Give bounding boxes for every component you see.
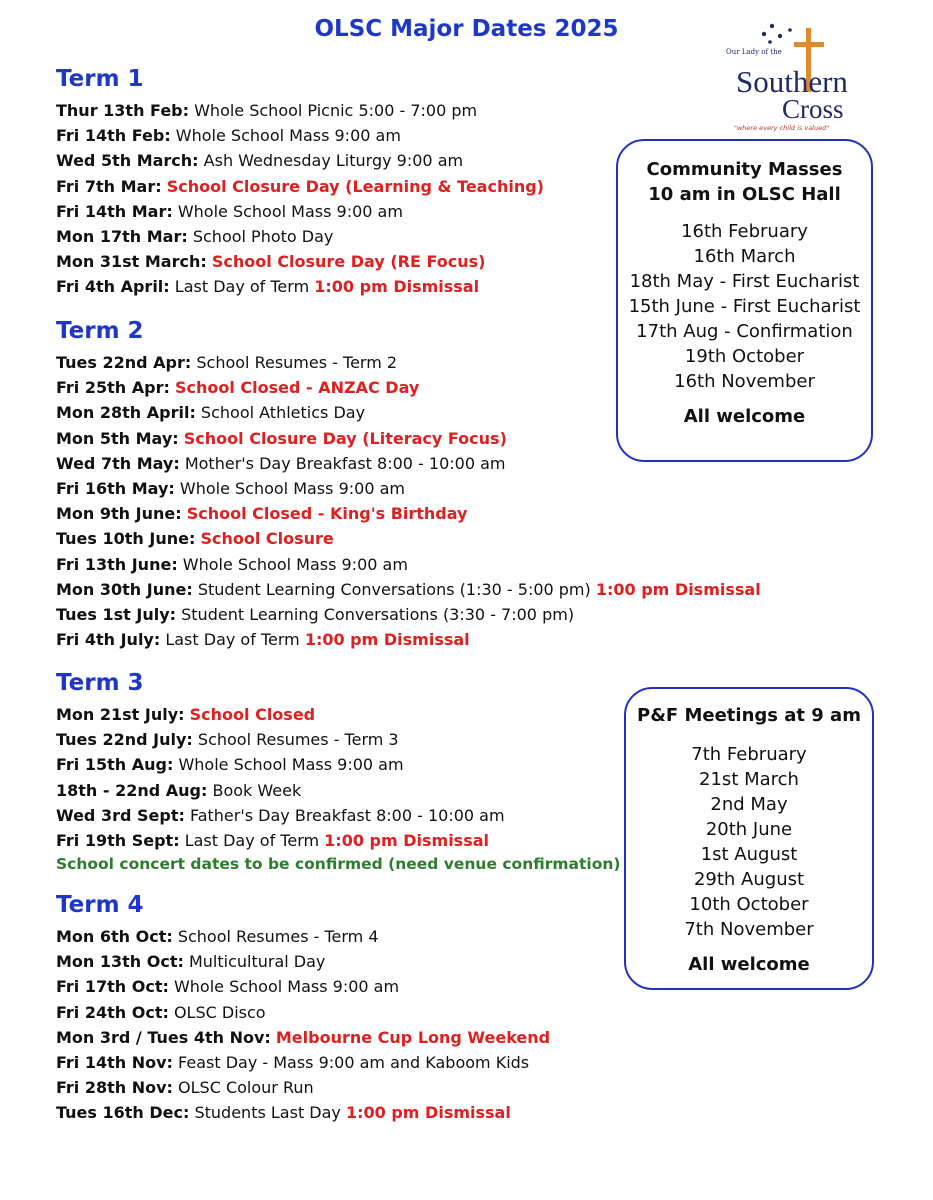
pf-date-item: 29th August [693,869,805,890]
event-date: Tues 10th June: [56,529,196,549]
event-date: Tues 1st July: [56,605,177,625]
pf-date-item: 21st March [699,769,799,790]
term-4-event [56,1050,550,1075]
term-4-event [56,1075,550,1100]
event-date: Fri 19th Sept: [56,831,180,851]
event-text: Student Learning Conversations (3:30 - 7:00 pm) [176,605,575,625]
mass-date-item: 15th June - First Eucharist [628,296,861,317]
event-date: Fri 4th July: [56,630,161,650]
event-text: Multicultural Day [183,952,326,972]
term-1-event [56,274,544,299]
term-4-heading: Term 4 [56,892,144,918]
event-highlight: 1:00 pm Dismissal [304,630,470,650]
event-text: School Resumes - Term 4 [172,927,379,946]
term-3-heading: Term 3 [56,670,144,696]
mass-date-item: 16th March [693,246,796,267]
term-3-note: School concert dates to be confirmed (need venue confirmation) [56,855,621,874]
term-1-heading: Term 1 [56,66,144,92]
event-date: Mon 31st March: [56,252,207,272]
event-highlight: 1:00 pm Dismissal [324,831,490,851]
event-text: Mother's Day Breakfast 8:00 - 10:00 am [179,453,506,473]
event-text: Book Week [207,780,302,800]
event-highlight: School Closure Day (Literacy Focus) [183,428,507,448]
term-3-section [56,668,620,875]
school-logo [724,20,874,135]
term-1-event [56,199,544,224]
pf-meetings-heading: P&F Meetings at 9 am [637,705,861,726]
term-2-event [56,602,761,627]
term-2-event [56,552,761,577]
event-text: Ash Wednesday Liturgy 9:00 am [198,151,464,171]
event-text: Student Learning Conversations (1:30 - 5:00 pm) [192,579,596,599]
logo-word-cross: Cross [782,94,844,124]
term-4-event [56,949,550,974]
event-date: Fri 17th Oct: [56,977,169,997]
event-date: Fri 16th May: [56,479,175,499]
community-masses-footer: All welcome [683,406,806,427]
event-highlight: 1:00 pm Dismissal [345,1103,511,1123]
term-4-event [56,1100,550,1125]
term-4-event [56,1000,550,1025]
term-1-event [56,148,544,173]
term-1-event [56,249,544,274]
event-highlight: School Closure [200,529,334,549]
event-date: Fri 4th April: [56,277,170,297]
term-4-event [56,924,550,949]
term-2-event [56,627,761,652]
event-date: Mon 21st July: [56,705,185,724]
event-highlight: Melbourne Cup Long Weekend [275,1027,551,1047]
pf-date-item: 2nd May [710,794,788,815]
event-date: Tues 22nd July: [56,730,193,750]
event-text: Students Last Day [189,1103,346,1123]
term-2-event [56,577,761,602]
term-4-event [56,974,550,999]
event-date: Fri 14th Nov: [56,1053,173,1073]
community-masses-heading: Community Masses [646,159,843,180]
term-4-event [56,1025,550,1050]
event-text: Whole School Mass 9:00 am [177,554,408,574]
pf-date-item: 10th October [689,894,809,915]
event-date: Tues 22nd Apr: [56,353,192,372]
event-highlight: School Closure Day (Learning & Teaching) [166,176,544,196]
term-1-event [56,224,544,249]
event-date: Mon 5th May: [56,428,179,448]
event-date: Wed 3rd Sept: [56,805,185,825]
pf-date-item: 7th February [691,744,807,765]
term-2-heading: Term 2 [56,318,144,344]
event-highlight: School Closed - King's Birthday [186,504,468,524]
mass-date-item: 19th October [684,346,805,367]
event-date: Wed 7th May: [56,453,180,473]
event-text: OLSC Colour Run [172,1078,314,1098]
mass-date-item: 17th Aug - Confirmation [636,321,853,342]
event-date: Fri 28th Nov: [56,1078,173,1098]
term-1-section [56,64,544,300]
term-3-event [56,803,620,828]
event-date: Mon 17th Mar: [56,227,188,247]
event-date: Mon 9th June: [56,504,182,524]
event-date: Tues 16th Dec: [56,1103,190,1123]
event-highlight: 1:00 pm Dismissal [314,277,480,297]
event-date: Mon 3rd / Tues 4th Nov: [56,1027,271,1047]
event-text: Whole School Mass 9:00 am [174,479,405,499]
mass-date-item: 16th November [674,371,815,392]
event-text: Feast Day - Mass 9:00 am and Kaboom Kids [172,1053,530,1073]
event-date: Fri 24th Oct: [56,1002,169,1022]
event-text: Father's Day Breakfast 8:00 - 10:00 am [184,805,505,825]
term-2-event [56,526,761,551]
event-date: Mon 13th Oct: [56,952,184,972]
term-4-section [56,890,550,1126]
event-date: Mon 6th Oct: [56,927,173,946]
event-text: Last Day of Term [169,277,315,297]
term-2-event [56,501,761,526]
event-date: Fri 13th June: [56,554,178,574]
southern-cross-logo-icon [724,20,874,135]
event-text: Whole School Mass 9:00 am [172,201,403,221]
event-highlight: School Closed [189,705,316,724]
event-date: Thur 13th Feb: [56,101,190,120]
pf-date-item: 1st August [700,844,798,865]
event-date: Mon 28th April: [56,403,196,423]
event-date: Fri 25th Apr: [56,378,170,398]
term-2-event [56,476,761,501]
term-3-event [56,778,620,803]
page-title: OLSC Major Dates 2025 [314,16,619,42]
community-masses-subheading: 10 am in OLSC Hall [648,184,841,205]
event-text: School Resumes - Term 2 [191,353,398,372]
mass-date-item: 18th May - First Eucharist [629,271,860,292]
logo-top-text: Our Lady of the [726,48,782,56]
event-text: Last Day of Term [179,831,325,851]
event-text: Whole School Mass 9:00 am [173,755,404,775]
event-highlight: School Closure Day (RE Focus) [211,252,486,272]
event-date: Wed 5th March: [56,151,199,171]
pf-date-item: 7th November [684,919,814,940]
term-3-event [56,702,620,727]
event-date: Fri 15th Aug: [56,755,174,775]
term-3-event [56,727,620,752]
pf-meetings-box [624,687,874,990]
event-text: OLSC Disco [168,1002,266,1022]
event-text: School Resumes - Term 3 [192,730,399,750]
term-3-event [56,752,620,777]
term-1-event [56,98,544,123]
event-text: Whole School Mass 9:00 am [168,977,400,997]
event-date: Fri 7th Mar: [56,176,162,196]
event-date: Fri 14th Mar: [56,201,173,221]
event-highlight: 1:00 pm Dismissal [595,579,761,599]
pf-date-item: 20th June [705,819,793,840]
term-3-event [56,828,620,853]
event-highlight: School Closed - ANZAC Day [174,378,420,398]
event-date: 18th - 22nd Aug: [56,780,208,800]
mass-date-item: 16th February [681,221,808,242]
event-date: Fri 14th Feb: [56,126,171,146]
event-date: Mon 30th June: [56,579,193,599]
event-text: Whole School Picnic 5:00 - 7:00 pm [189,101,478,120]
pf-meetings-footer: All welcome [688,954,810,975]
term-1-event [56,123,544,148]
event-text: School Photo Day [187,227,334,247]
logo-tagline: "where every child is valued" [734,124,830,132]
event-text: Whole School Mass 9:00 am [170,126,401,146]
event-text: School Athletics Day [195,403,366,423]
term-1-event [56,174,544,199]
community-masses-box [616,139,873,462]
logo-word-southern: Southern [736,64,848,99]
event-text: Last Day of Term [160,630,305,650]
